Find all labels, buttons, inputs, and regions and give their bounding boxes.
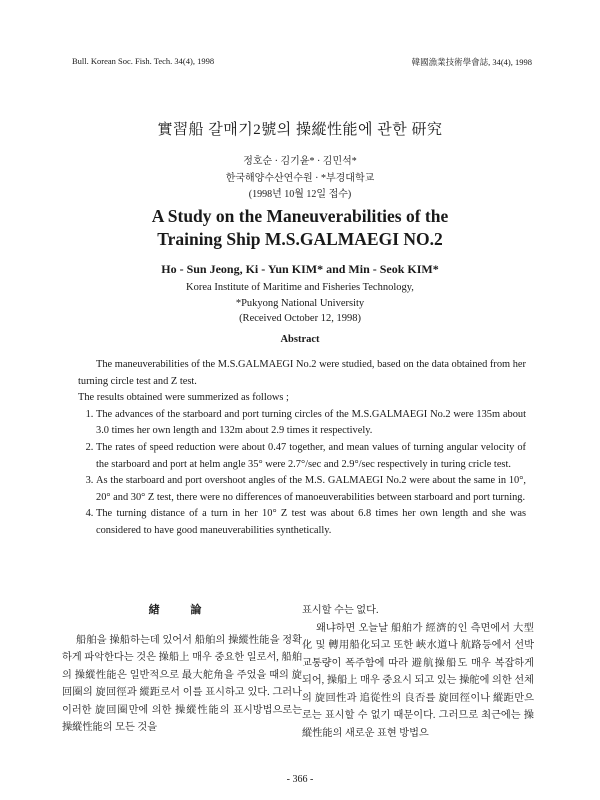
korean-title: 實習船 갈매기2號의 操縱性能에 관한 研究 xyxy=(157,122,443,138)
korean-affiliation: 한국해양수산연수원 · *부경대학교 xyxy=(225,173,375,184)
abstract-result-item: 2. The rates of speed reduction were about 0.47 together, and mean values of turning angular velocity of the starboard and port at helm angle 35° were 2.7°/sec and 2.9°/sec respectively in turing cricle test. xyxy=(96,440,526,473)
abstract-results-list xyxy=(78,407,526,540)
body-paragraph: 왜냐하면 오늘날 船舶가 經濟的인 측면에서 大型化 및 轉用船化되고 또한 峽水道나 航路등에서 선박 교통량이 폭주함에 따라 避航操船도 매우 복잡하게 되어, 操船上 매우 중요시 되고 있는 操舵에 의한 선체의 旋回性과 追從性의 良否를 旋回徑이나 縱距만으로는 표시할 수 없기 때문이다. 그러므로 최근에는 操縱性能의 새로운 표현 방법으 xyxy=(302,622,534,739)
abstract-intro: The maneuverabilities of the M.S.GALMAEGI No.2 were studied, based on the data obtained from her turning circle test and Z test. xyxy=(78,359,526,387)
abstract-heading: Abstract xyxy=(280,334,320,345)
english-authors: Ho - Sun Jeong, Ki - Yun KIM* and Min - Seok KIM* xyxy=(161,262,439,276)
body-paragraph-continuation: 표시할 수는 없다. xyxy=(302,605,379,616)
english-title-line2: Training Ship M.S.GALMAEGI NO.2 xyxy=(157,229,443,249)
english-affiliation-2: *Pukyong National University xyxy=(235,298,365,309)
body-column-left xyxy=(62,602,302,737)
abstract-result-item: 3. As the starboard and port overshoot angles of the M.S. GALMAEGI No.2 were about the same in 10°, 20° and 30° Z test, there were no differences of manoeuverabilities between starboard and port turning. xyxy=(96,473,526,506)
body-paragraph: 船舶을 操船하는데 있어서 船舶의 操縱性能을 정확하게 파악한다는 것은 操船上 매우 중요한 일로서, 船舶의 操縱性能은 일반적으로 最大舵角을 주었을 때의 旋回圈의 旋回徑과 縱距로서 이를 표시하고 있다. 그러나 이러한 旋回圈만에 의한 操縱性能의 표시방법으로는 操縱性能의 모든 것을 xyxy=(62,634,302,733)
journal-header-right: 韓國漁業技術學會誌, 34(4), 1998 xyxy=(411,57,532,67)
abstract-result-item: 1. The advances of the starboard and port turning circles of the M.S.GALMAEGI No.2 were 135m about 3.0 times her own length and 132m about 2.9 times it respectively. xyxy=(96,407,526,440)
english-received-date: (Received October 12, 1998) xyxy=(239,313,361,324)
korean-authors: 정호순 · 김기윤* · 김민석* xyxy=(243,156,357,167)
abstract-result-item: 4. The turning distance of a turn in her 10° Z test was about 6.8 times her own length and she was considered to have good maneuverabilities synthetically. xyxy=(96,506,526,539)
english-title-line1: A Study on the Maneuverabilities of the xyxy=(151,206,449,226)
english-affiliation-1: Korea Institute of Maritime and Fisheries Technology, xyxy=(186,282,414,293)
abstract-body xyxy=(78,357,526,540)
korean-received-date: (1998년 10월 12일 접수) xyxy=(248,189,352,200)
page-number: - 366 - xyxy=(286,774,314,785)
body-column-right xyxy=(302,602,534,742)
section-heading-introduction: 緖 論 xyxy=(148,604,216,616)
abstract-summary-line: The results obtained were summerized as follows ; xyxy=(78,392,289,404)
journal-header-left: Bull. Korean Soc. Fish. Tech. 34(4), 1998 xyxy=(72,56,215,66)
